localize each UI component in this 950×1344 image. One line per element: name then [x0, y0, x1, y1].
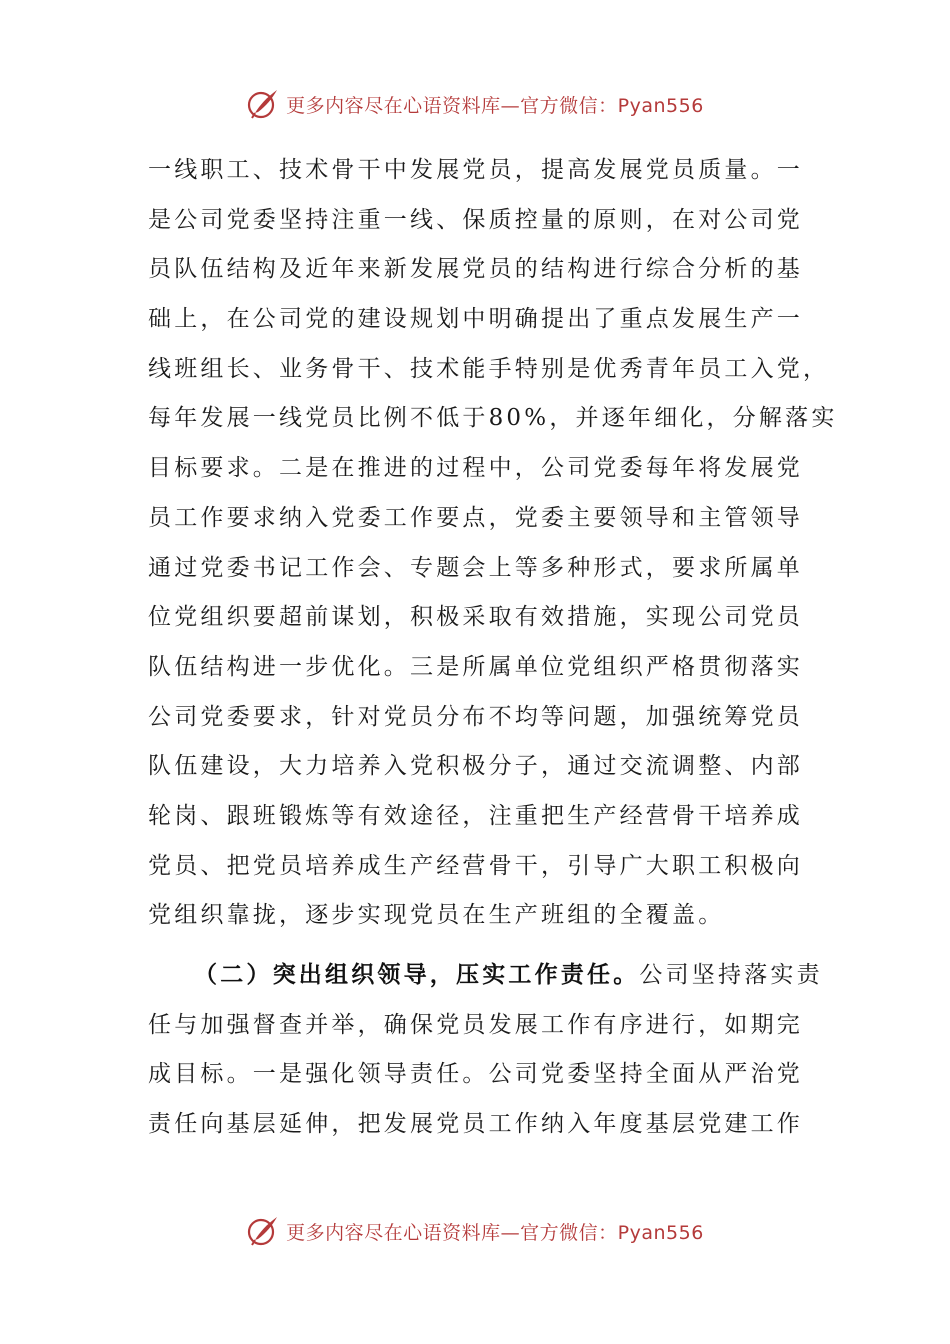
text-line: 线班组长、业务骨干、技术能手特别是优秀青年员工入党，	[148, 355, 830, 382]
text-line: 通过党委书记工作会、专题会上等多种形式，要求所属单	[148, 554, 803, 581]
document-body	[148, 146, 838, 1150]
text-line: 员工作要求纳入党委工作要点，党委主要领导和主管领导	[148, 504, 803, 531]
text-line: 任与加强督查并举，确保党员发展工作有序进行，如期完	[148, 1011, 803, 1038]
text-line: 党组织靠拢，逐步实现党员在生产班组的全覆盖。	[148, 902, 725, 929]
header-banner	[0, 84, 950, 124]
text-line: 公司党委要求，针对党员分布不均等问题，加强统筹党员	[148, 703, 803, 730]
footer-banner-text: 更多内容尽在心语资料库—官方微信：Pyan556	[286, 1221, 704, 1244]
text-line: 目标要求。二是在推进的过程中，公司党委每年将发展党	[148, 455, 803, 482]
text-line: 每年发展一线党员比例不低于80%，并逐年细化，分解落实	[148, 405, 838, 432]
text-line: 队伍结构进一步优化。三是所属单位党组织严格贯彻落实	[148, 653, 803, 680]
quill-pen-logo-icon	[246, 87, 280, 121]
footer-banner	[0, 1211, 950, 1251]
text-line: 位党组织要超前谋划，积极采取有效措施，实现公司党员	[148, 604, 803, 631]
text-line: 础上，在公司党的建设规划中明确提出了重点发展生产一	[148, 306, 803, 333]
text-line: 轮岗、跟班锻炼等有效途径，注重把生产经营骨干培养成	[148, 802, 803, 829]
text-line: 责任向基层延伸，把发展党员工作纳入年度基层党建工作	[148, 1111, 803, 1138]
text-line: 是公司党委坚持注重一线、保质控量的原则，在对公司党	[148, 206, 803, 233]
text-line: 员队伍结构及近年来新发展党员的结构进行综合分析的基	[148, 256, 803, 283]
text-line: 成目标。一是强化领导责任。公司党委坚持全面从严治党	[148, 1061, 803, 1088]
quill-pen-logo-icon	[246, 1214, 280, 1248]
text-line-rest: 公司坚持落实责	[639, 962, 823, 988]
section-heading-line	[148, 951, 823, 1001]
text-line: 队伍建设，大力培养入党积极分子，通过交流调整、内部	[148, 753, 803, 780]
section-heading: （二）突出组织领导，压实工作责任。	[194, 962, 640, 988]
header-contact: Pyan556	[617, 94, 704, 117]
header-banner-text: 更多内容尽在心语资料库—官方微信：Pyan556	[286, 94, 704, 117]
text-line: 一线职工、技术骨干中发展党员，提高发展党员质量。一	[148, 157, 803, 183]
text-line: 党员、把党员培养成生产经营骨干，引导广大职工积极向	[148, 852, 803, 879]
footer-contact: Pyan556	[617, 1221, 704, 1244]
